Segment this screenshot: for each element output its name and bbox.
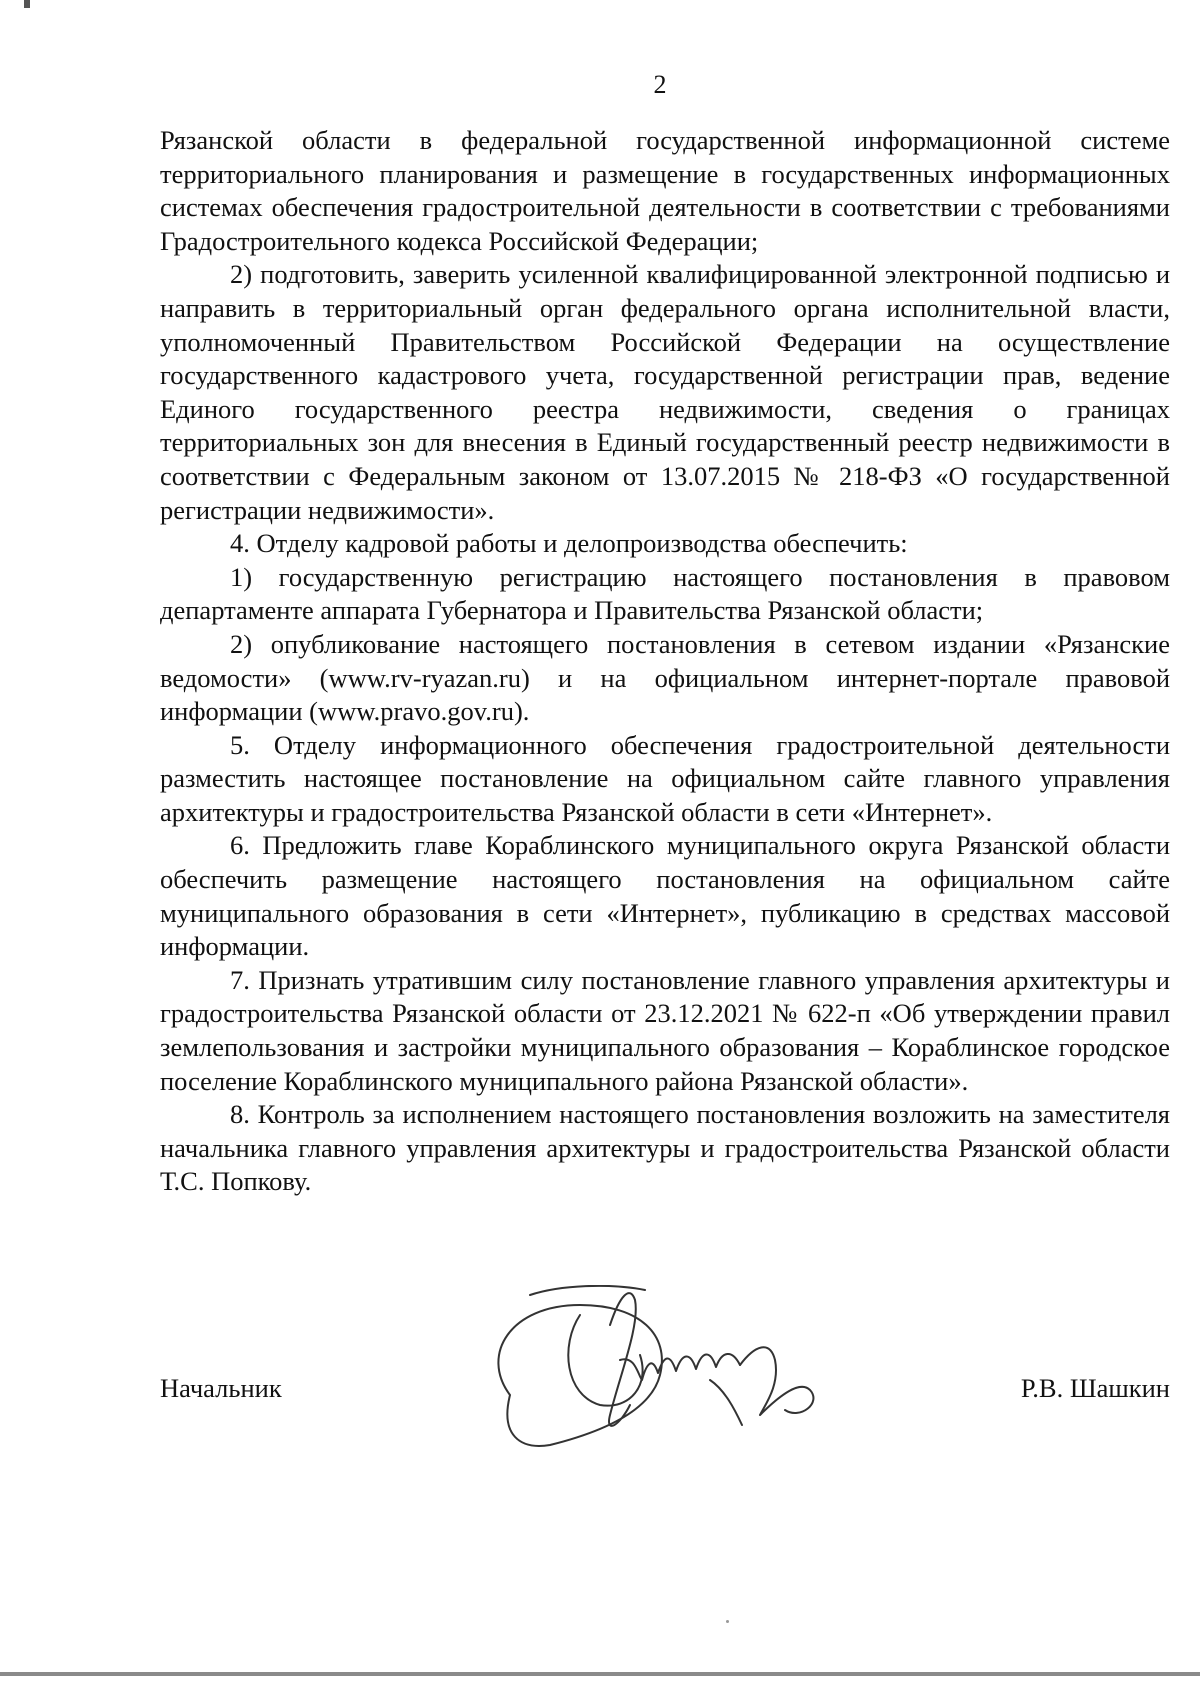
paragraph-continuation: Рязанской области в федеральной государственной информационной системе территориального планирования и размещение в государственных информационных системах обеспечения градостроительной деятельности в соответствии с требованиями Градостроительного кодекса Российской Федерации; — [160, 125, 1170, 256]
scan-bottom-edge — [0, 1672, 1200, 1676]
paragraph-item-7: 7. Признать утратившим силу постановление главного управления архитектуры и градостроительства Рязанской области от 23.12.2021 № 622-п «Об утверждении правил землепользования и застройки муниципального образования – Кораблинское городское поселение Кораблинского муниципального района Рязанской области». — [160, 964, 1170, 1096]
scan-corner-mark — [24, 0, 30, 8]
paragraph-item-5: 5. Отделу информационного обеспечения градостроительной деятельности разместить настоящее постановление на официальном сайте главного управления архитектуры и градостроительства Рязанской области в сети «Интернет». — [160, 729, 1170, 827]
paragraph-item-4: 4. Отделу кадровой работы и делопроизводства обеспечить: — [230, 528, 908, 559]
scan-dot — [726, 1620, 729, 1623]
paragraph-item-4-2: 2) опубликование настоящего постановления в сетевом издании «Рязанские ведомости» (www.rv-ryazan.ru) и на официальном интернет-портале правовой информации (www.pravo.gov.ru). — [160, 628, 1170, 727]
signature-block — [160, 1365, 1170, 1415]
signatory-position: Начальник — [160, 1373, 282, 1403]
paragraph-item-6: 6. Предложить главе Кораблинского муниципального округа Рязанской области обеспечить размещение настоящего постановления на официальном сайте муниципального образования в сети «Интернет», публикацию в средствах массовой информации. — [160, 830, 1170, 962]
document-body — [160, 124, 1170, 1199]
paragraph-item-8: 8. Контроль за исполнением настоящего постановления возложить на заместителя начальника главного управления архитектуры и градостроительства Рязанской области Т.С. Попкову. — [160, 1099, 1170, 1197]
paragraph-item-4-1: 1) государственную регистрацию настоящего постановления в правовом департаменте аппарата Губернатора и Правительства Рязанской области; — [160, 561, 1170, 626]
signatory-name: Р.В. Шашкин — [1020, 1373, 1170, 1403]
paragraph-item-3-2: 2) подготовить, заверить усиленной квалифицированной электронной подписью и направить в территориальный орган федерального органа исполнительной власти, уполномоченный Правительством Российской Федерации на осуществление государственного кадастрового учета, государственной регистрации прав, ведение Единого государственного реестра недвижимости, сведения о границах территориальных зон для внесения в Единый государственный реестр недвижимости в соответствии с Федеральным законом от 13.07.2015 № 218-ФЗ «О государственной регистрации недвижимости». — [160, 259, 1170, 525]
page-number: 2 — [653, 70, 667, 99]
